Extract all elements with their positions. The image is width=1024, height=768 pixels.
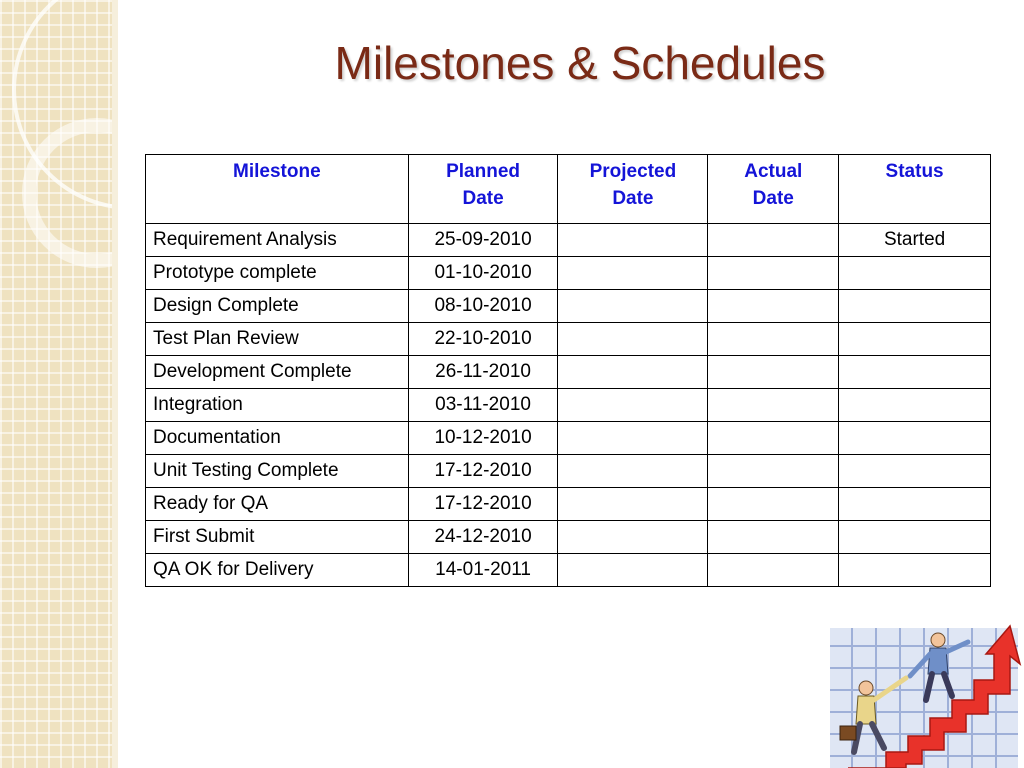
projected-date-cell [558,224,708,257]
status-cell [839,422,991,455]
header-planned-label-2: Date [462,188,504,209]
actual-date-cell [708,554,839,587]
milestone-cell: Design Complete [146,290,409,323]
status-cell [839,356,991,389]
business-people-climbing-growth-arrow-icon [826,624,1022,768]
table-row [146,257,991,290]
header-status-label: Status [885,161,944,182]
actual-date-cell [708,455,839,488]
projected-date-cell [558,323,708,356]
planned-date-cell: 08-10-2010 [408,290,558,323]
actual-date-cell [708,389,839,422]
status-cell [839,488,991,521]
projected-date-cell [558,488,708,521]
status-cell [839,389,991,422]
header-projected-label-2: Date [612,188,654,209]
table-row [146,389,991,422]
planned-date-cell: 01-10-2010 [408,257,558,290]
status-cell [839,455,991,488]
milestone-cell: Prototype complete [146,257,409,290]
planned-date-cell: 22-10-2010 [408,323,558,356]
status-cell [839,521,991,554]
milestone-cell: QA OK for Delivery [146,554,409,587]
planned-date-cell: 17-12-2010 [408,488,558,521]
header-status [839,155,991,224]
planned-date-cell: 25-09-2010 [408,224,558,257]
planned-date-cell: 26-11-2010 [408,356,558,389]
header-planned-label: Planned [446,161,521,182]
milestones-table [145,154,991,587]
header-actual-label-2: Date [752,188,794,209]
actual-date-cell [708,224,839,257]
planned-date-cell: 03-11-2010 [408,389,558,422]
projected-date-cell [558,455,708,488]
side-panel-edge [112,0,118,768]
header-milestone-label: Milestone [233,161,321,182]
header-actual-label: Actual [744,161,803,182]
header-projected-label: Projected [589,161,677,182]
projected-date-cell [558,257,708,290]
status-cell [839,323,991,356]
planned-date-cell: 10-12-2010 [408,422,558,455]
table-row [146,224,991,257]
table-row [146,455,991,488]
actual-date-cell [708,356,839,389]
projected-date-cell [558,290,708,323]
actual-date-cell [708,257,839,290]
projected-date-cell [558,554,708,587]
milestone-cell: Ready for QA [146,488,409,521]
actual-date-cell [708,290,839,323]
projected-date-cell [558,389,708,422]
status-cell [839,554,991,587]
table-row [146,356,991,389]
header-projected-date [558,155,708,224]
actual-date-cell [708,488,839,521]
table-row [146,488,991,521]
table-row [146,323,991,356]
actual-date-cell [708,422,839,455]
table-row [146,521,991,554]
actual-date-cell [708,323,839,356]
planned-date-cell: 17-12-2010 [408,455,558,488]
status-cell [839,257,991,290]
table-row [146,422,991,455]
status-cell [839,290,991,323]
milestone-cell: Development Complete [146,356,409,389]
milestone-cell: Documentation [146,422,409,455]
projected-date-cell [558,422,708,455]
milestone-cell: Unit Testing Complete [146,455,409,488]
milestone-cell: First Submit [146,521,409,554]
milestone-cell: Requirement Analysis [146,224,409,257]
decorative-side-panel [0,0,113,768]
actual-date-cell [708,521,839,554]
table-row [146,554,991,587]
slide-title: Milestones & Schedules [334,37,826,89]
planned-date-cell: 14-01-2011 [408,554,558,587]
milestone-cell: Integration [146,389,409,422]
projected-date-cell [558,521,708,554]
table-header-row [146,155,991,224]
header-actual-date [708,155,839,224]
milestone-cell: Test Plan Review [146,323,409,356]
header-milestone [146,155,409,224]
projected-date-cell [558,356,708,389]
status-cell: Started [839,224,991,257]
planned-date-cell: 24-12-2010 [408,521,558,554]
table-row [146,290,991,323]
header-planned-date [408,155,558,224]
